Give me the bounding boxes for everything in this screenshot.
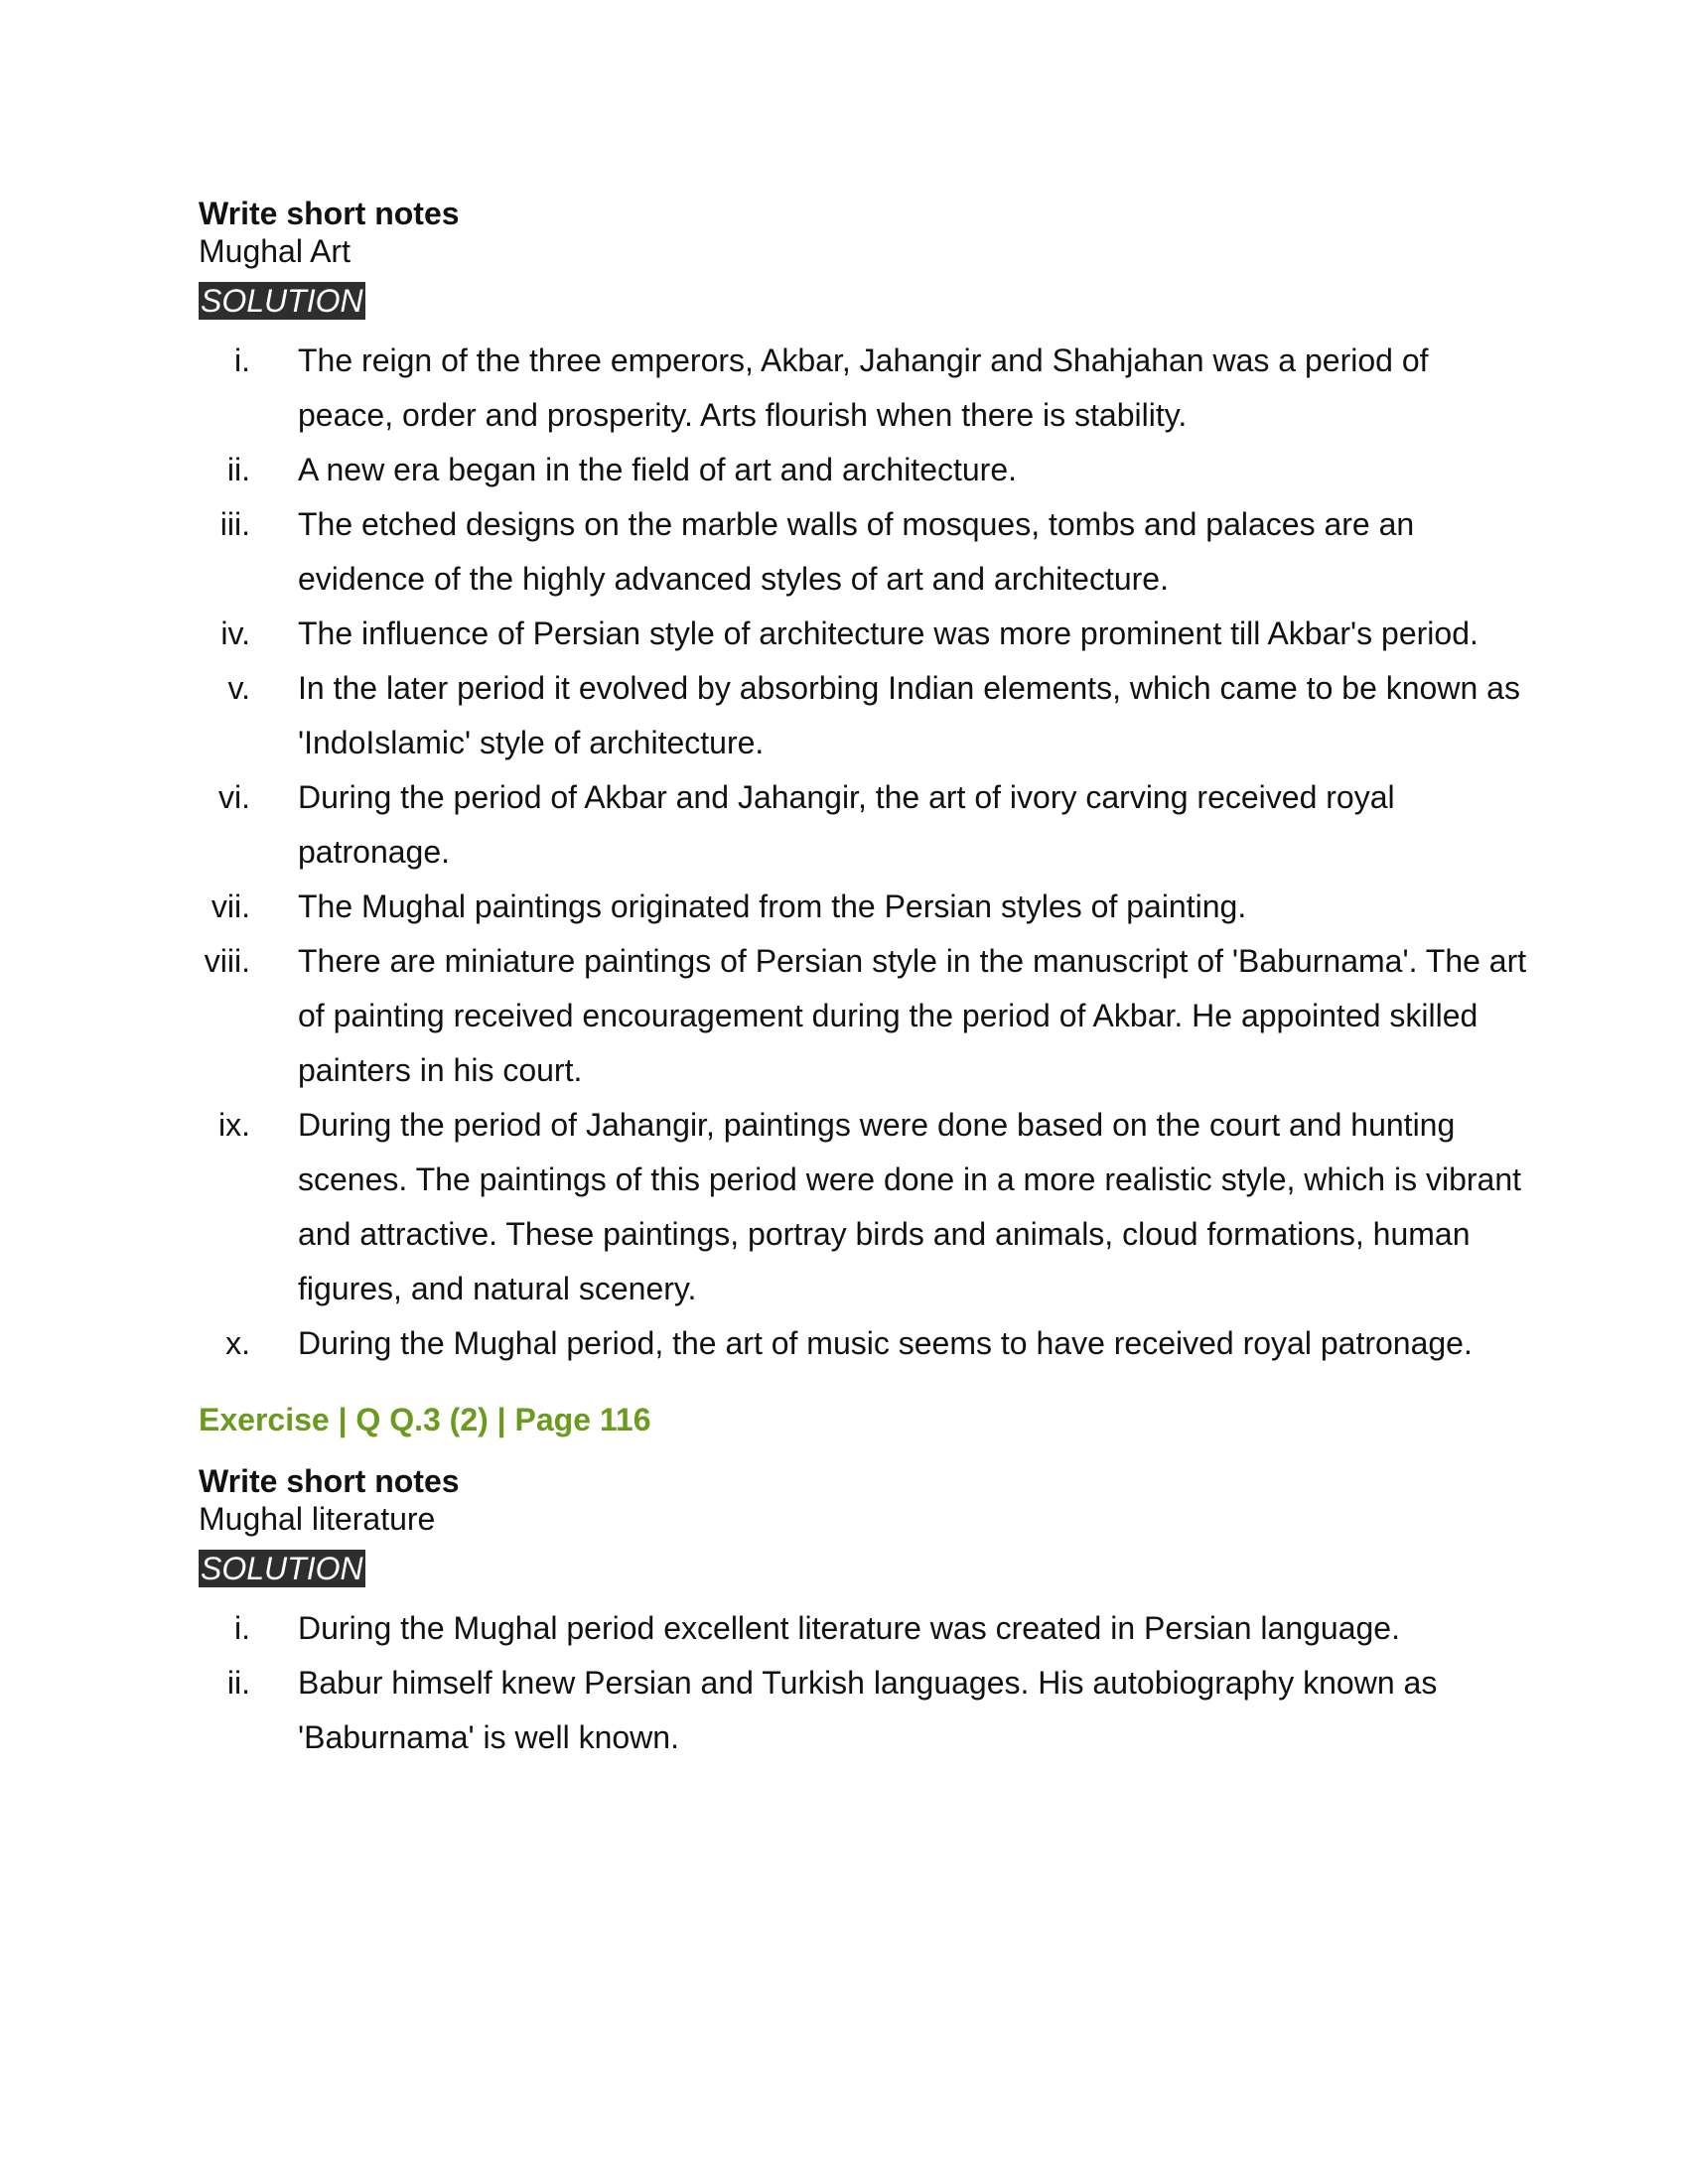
list-item <box>199 1316 1529 1371</box>
list-item-number: vi. <box>218 779 250 815</box>
list-item-text: During the Mughal period, the art of music seems to have received royal patronage. <box>298 1325 1473 1361</box>
list-item-number: iii. <box>219 506 250 542</box>
list-item <box>199 497 1529 607</box>
list-item <box>199 334 1529 443</box>
list-item-text: The reign of the three emperors, Akbar, Jahangir and Shahjahan was a period of peace, order and prosperity. Arts flourish when there is stability. <box>298 342 1429 433</box>
document-page <box>199 195 1529 1765</box>
list-item-text: In the later period it evolved by absorbing Indian elements, which came to be known as 'IndoIslamic' style of architecture. <box>298 670 1520 760</box>
list-item-text: A new era began in the field of art and architecture. <box>298 452 1018 487</box>
question-heading: Write short notes <box>199 196 460 231</box>
list-item-number: viii. <box>204 943 250 979</box>
solution-list <box>199 334 1529 1371</box>
list-item <box>199 607 1529 661</box>
list-item-number: ii. <box>226 452 250 487</box>
solution-list <box>199 1601 1529 1765</box>
list-item-text: The influence of Persian style of architecture was more prominent till Akbar's period. <box>298 615 1478 651</box>
exercise-link[interactable]: Exercise | Q Q.3 (2) | Page 116 <box>199 1402 651 1437</box>
list-item <box>199 661 1529 770</box>
list-item-number: vii. <box>211 888 250 924</box>
list-item-text: The Mughal paintings originated from the Persian styles of painting. <box>298 888 1247 924</box>
section-mughal-art <box>199 195 1529 1371</box>
solution-label: SOLUTION <box>201 283 363 319</box>
list-item <box>199 880 1529 934</box>
list-item-number: iv. <box>220 615 250 651</box>
question-topic: Mughal Art <box>199 233 351 269</box>
list-item-number: v. <box>227 670 250 706</box>
list-item-number: i. <box>234 1610 250 1646</box>
list-item <box>199 934 1529 1098</box>
question-topic: Mughal literature <box>199 1501 436 1537</box>
list-item-text: During the period of Akbar and Jahangir, the art of ivory carving received royal patronage. <box>298 779 1395 870</box>
list-item <box>199 1601 1529 1656</box>
solution-label: SOLUTION <box>201 1551 363 1586</box>
list-item-number: x. <box>225 1325 250 1361</box>
question-heading: Write short notes <box>199 1463 460 1499</box>
section-mughal-literature <box>199 1462 1529 1765</box>
list-item-text: During the period of Jahangir, paintings were done based on the court and hunting scenes. The paintings of this period were done in a more realistic style, which is vibrant and attractive. These paintings, portray birds and animals, cloud formations, human figures, and natural scenery. <box>298 1107 1522 1306</box>
list-item <box>199 1656 1529 1765</box>
list-item-number: ix. <box>218 1107 250 1143</box>
list-item-text: There are miniature paintings of Persian style in the manuscript of 'Baburnama'. The art of painting received encouragement during the period of Akbar. He appointed skilled painters in his court. <box>298 943 1527 1088</box>
list-item <box>199 443 1529 497</box>
list-item-number: ii. <box>226 1665 250 1701</box>
list-item <box>199 1098 1529 1316</box>
list-item-text: During the Mughal period excellent literature was created in Persian language. <box>298 1610 1400 1646</box>
list-item <box>199 770 1529 880</box>
list-item-text: The etched designs on the marble walls of mosques, tombs and palaces are an evidence of the highly advanced styles of art and architecture. <box>298 506 1415 597</box>
list-item-text: Babur himself knew Persian and Turkish languages. His autobiography known as 'Baburnama' is well known. <box>298 1665 1438 1755</box>
list-item-number: i. <box>234 342 250 378</box>
